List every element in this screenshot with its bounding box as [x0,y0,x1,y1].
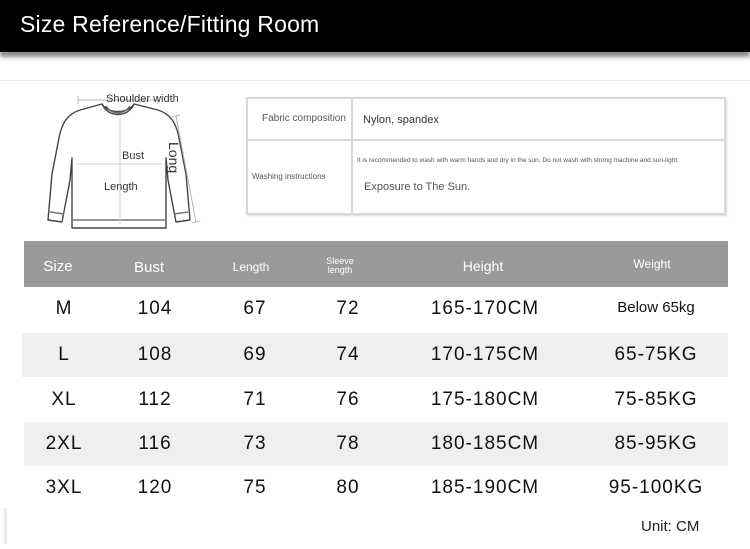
height-cell: 165-170CM [430,298,540,319]
sleeve-length-cell: 72 [336,298,360,319]
header-sleeve-length: Sleeve length [326,256,354,275]
length-cell: 75 [243,477,267,498]
height-cell: 170-175CM [430,344,540,365]
table-row [24,422,728,466]
divider [0,80,750,81]
page-title: Size Reference/Fitting Room [20,11,320,37]
bust-cell: 108 [137,344,173,365]
table-row [22,333,728,377]
height-cell: 175-180CM [430,389,540,410]
size-cell: 3XL [45,477,83,498]
size-cell: 2XL [45,433,83,454]
fabric-info-table [246,97,726,215]
header-length: Length [232,260,270,274]
size-cell: M [55,298,73,319]
sleeve-length-cell: 78 [336,433,360,454]
bust-cell: 116 [138,433,172,454]
size-cell: L [58,344,70,365]
height-cell: 185-190CM [430,477,540,498]
weight-cell: 75-85KG [614,389,698,410]
header-size: Size [43,258,73,275]
table-row [24,287,728,331]
table-row [24,466,728,510]
length-label: Length [104,181,138,193]
bust-cell: 112 [138,389,172,410]
length-cell: 67 [243,298,267,319]
divider [351,99,353,213]
sweater-icon [36,88,222,236]
fabric-composition-row [248,99,724,141]
washing-instructions-label: Washing instructions [252,172,326,181]
unit-note: Unit: CM [641,518,700,535]
bust-cell: 104 [137,298,173,319]
length-cell: 73 [243,433,267,454]
washing-instructions-row [248,141,724,213]
weight-cell: 65-75KG [614,344,698,365]
weight-cell: 95-100KG [608,477,704,498]
washing-instructions-text: It is recommended to wash with warm hands and dry in the sun. Do not wash with strong machine and sun-light. [357,157,679,164]
header-bar [0,0,750,52]
size-table-header [24,241,728,287]
weight-cell: 85-95KG [614,433,698,454]
fabric-composition-value: Nylon, spandex [363,114,439,126]
length-cell: 69 [243,344,267,365]
weight-cell: Below 65kg [617,299,695,316]
header-height: Height [462,258,504,274]
header-weight: Weight [633,257,671,271]
header-bust: Bust [133,259,165,276]
bust-cell: 120 [137,477,173,498]
sleeve-length-cell: 76 [336,389,360,410]
long-label: Long [166,142,182,174]
shoulder-width-label: Shoulder width [106,93,179,105]
bust-label: Bust [122,150,145,162]
length-cell: 71 [243,389,267,410]
table-row [24,378,728,422]
sleeve-length-cell: 80 [336,477,360,498]
sweater-diagram [36,88,222,236]
fabric-composition-label: Fabric composition [262,113,346,124]
divider [4,508,7,544]
size-cell: XL [51,389,77,410]
sleeve-length-cell: 74 [336,344,360,365]
height-cell: 180-185CM [430,433,540,454]
washing-instructions-text-2: Exposure to The Sun. [364,181,471,193]
